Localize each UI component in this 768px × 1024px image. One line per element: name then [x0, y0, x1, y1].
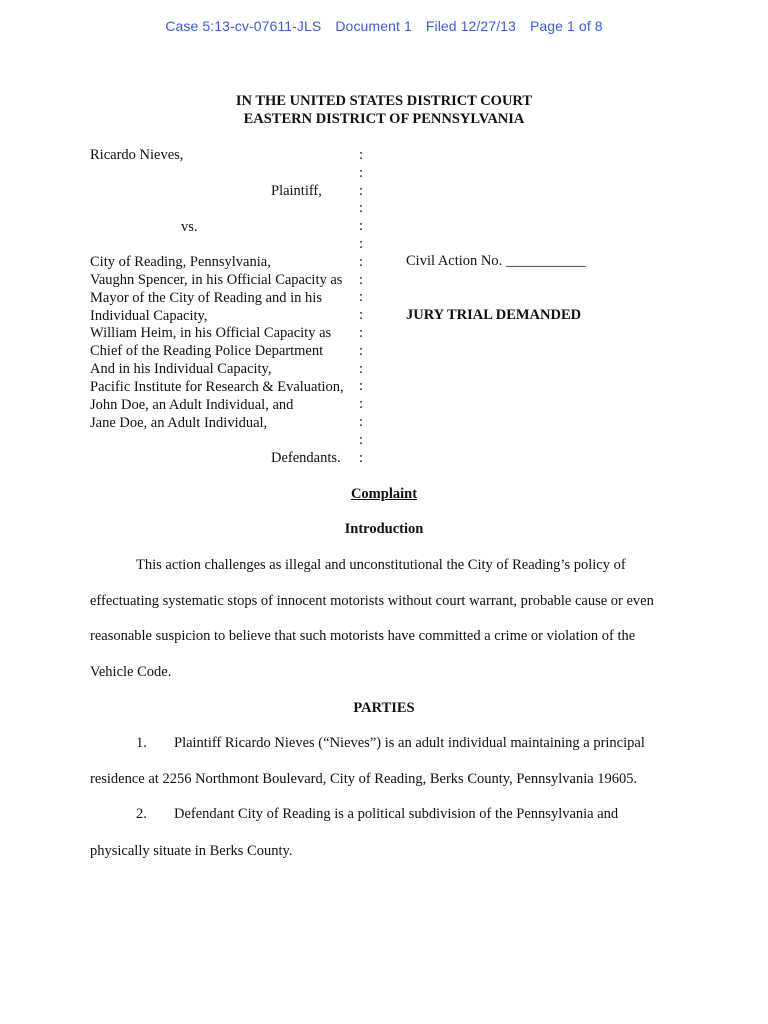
intro-line: effectuating systematic stops of innocent motorists without court warrant, probable cause or even	[90, 593, 654, 609]
colon: :	[359, 378, 364, 395]
colon: :	[359, 342, 364, 359]
colon: :	[359, 431, 364, 448]
court-district: EASTERN DISTRICT OF PENNSYLVANIA	[243, 111, 525, 127]
complaint-title-text: Complaint	[350, 486, 418, 502]
ecf-header-stamp	[0, 18, 768, 34]
colon: :	[359, 253, 364, 270]
colon: :	[359, 413, 364, 430]
defendant-line: City of Reading, Pennsylvania,	[90, 254, 271, 270]
intro-line: This action challenges as illegal and unconstitutional the City of Reading’s policy of	[136, 557, 626, 573]
filed-date: Filed 12/27/13	[425, 18, 516, 34]
paragraph-line: Plaintiff Ricardo Nieves (“Nieves”) is an adult individual maintaining a principal	[174, 735, 645, 751]
colon: :	[359, 307, 364, 324]
colon: :	[359, 164, 364, 181]
defendant-line: John Doe, an Adult Individual, and	[90, 397, 294, 413]
paragraph-number: 2.	[136, 806, 147, 822]
document-number: Document 1	[335, 18, 412, 34]
versus: vs.	[181, 219, 198, 235]
complaint-title	[0, 486, 768, 503]
intro-line: reasonable suspicion to believe that such motorists have committed a crime or violation of the	[90, 628, 636, 644]
colon: :	[359, 147, 364, 163]
plaintiff-name: Ricardo Nieves,	[90, 147, 184, 163]
paragraph-line: residence at 2256 Northmont Boulevard, City of Reading, Berks County, Pennsylvania 19605.	[90, 771, 638, 787]
defendant-line: And in his Individual Capacity,	[90, 361, 272, 377]
page-indicator: Page 1 of 8	[529, 18, 603, 34]
colon: :	[359, 182, 364, 199]
plaintiff-label: Plaintiff,	[271, 183, 322, 199]
paragraph-number: 1.	[136, 735, 147, 751]
intro-line: Vehicle Code.	[90, 664, 172, 680]
paragraph-line: physically situate in Berks County.	[90, 843, 293, 859]
caption-separator	[359, 147, 369, 467]
paragraph-line: Defendant City of Reading is a political subdivision of the Pennsylvania and	[174, 806, 619, 822]
civil-action-number: Civil Action No. ___________	[406, 253, 586, 269]
colon: :	[359, 324, 364, 341]
colon: :	[359, 360, 364, 377]
defendant-line: William Heim, in his Official Capacity as	[90, 325, 332, 341]
defendant-line: Pacific Institute for Research & Evaluation,	[90, 379, 344, 395]
defendant-line: Vaughn Spencer, in his Official Capacity as	[90, 272, 343, 288]
parties-heading: PARTIES	[353, 700, 415, 716]
colon: :	[359, 449, 364, 466]
colon: :	[359, 396, 364, 413]
introduction-heading: Introduction	[344, 521, 424, 537]
defendant-line: Jane Doe, an Adult Individual,	[90, 415, 268, 431]
case-number: Case 5:13-cv-07611-JLS	[165, 18, 322, 34]
jury-demand: JURY TRIAL DEMANDED	[406, 307, 582, 323]
colon: :	[359, 218, 364, 235]
defendant-line: Chief of the Reading Police Department	[90, 343, 324, 359]
defendant-line: Individual Capacity,	[90, 308, 208, 324]
colon: :	[359, 289, 364, 306]
court-name: IN THE UNITED STATES DISTRICT COURT	[235, 93, 533, 109]
colon: :	[359, 271, 364, 288]
defendant-line: Mayor of the City of Reading and in his	[90, 290, 322, 306]
defendants-label: Defendants.	[271, 450, 341, 466]
colon: :	[359, 200, 364, 217]
colon: :	[359, 235, 364, 252]
